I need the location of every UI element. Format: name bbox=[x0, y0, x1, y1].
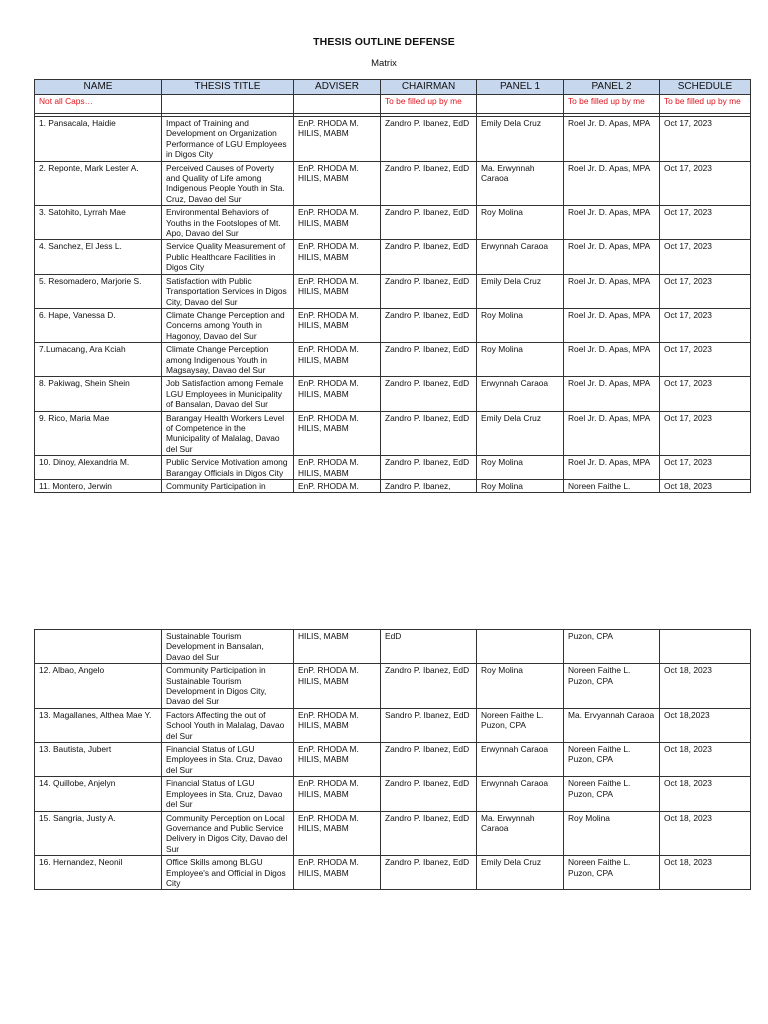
name-cell: 15. Sangria, Justy A. bbox=[35, 811, 162, 856]
header-panel-1: PANEL 1 bbox=[477, 80, 564, 95]
panel-2-cell: Noreen Faithe L. bbox=[564, 480, 660, 493]
panel-2-cell: Roel Jr. D. Apas, MPA bbox=[564, 161, 660, 206]
schedule-cell: Oct 17, 2023 bbox=[660, 456, 751, 480]
chairman-cell: Sandro P. Ibanez, EdD bbox=[381, 708, 477, 742]
panel-1-cell: Ma. Erwynnah Caraoa bbox=[477, 161, 564, 206]
chairman-cell: Zandro P. Ibanez, EdD bbox=[381, 117, 477, 162]
schedule-cell: Oct 17, 2023 bbox=[660, 308, 751, 342]
thesis-title-cell: Climate Change Perception among Indigenous Youth in Magsaysay, Davao del Sur bbox=[162, 343, 294, 377]
chairman-cell: Zandro P. Ibanez, EdD bbox=[381, 411, 477, 456]
chairman-cell: Zandro P. Ibanez, EdD bbox=[381, 743, 477, 777]
note-cell bbox=[294, 95, 381, 114]
adviser-cell: EnP. RHODA M. HILIS, MABM bbox=[294, 308, 381, 342]
note-cell: To be filled up by me bbox=[381, 95, 477, 114]
adviser-cell: HILIS, MABM bbox=[294, 630, 381, 664]
adviser-cell: EnP. RHODA M. HILIS, MABM bbox=[294, 708, 381, 742]
panel-2-cell: Noreen Faithe L. Puzon, CPA bbox=[564, 856, 660, 890]
name-cell: 6. Hape, Vanessa D. bbox=[35, 308, 162, 342]
schedule-cell: Oct 17, 2023 bbox=[660, 343, 751, 377]
table-row bbox=[35, 343, 751, 377]
thesis-title-cell: Financial Status of LGU Employees in Sta. Cruz, Davao del Sur bbox=[162, 743, 294, 777]
panel-1-cell: Emily Dela Cruz bbox=[477, 411, 564, 456]
schedule-cell bbox=[660, 630, 751, 664]
name-cell: 10. Dinoy, Alexandria M. bbox=[35, 456, 162, 480]
defense-matrix-table-page-1 bbox=[34, 79, 751, 493]
header-name: NAME bbox=[35, 80, 162, 95]
panel-2-cell: Roel Jr. D. Apas, MPA bbox=[564, 117, 660, 162]
adviser-cell: EnP. RHODA M. HILIS, MABM bbox=[294, 456, 381, 480]
chairman-cell: Zandro P. Ibanez, EdD bbox=[381, 777, 477, 811]
thesis-title-cell: Community Participation in bbox=[162, 480, 294, 493]
panel-2-cell: Roel Jr. D. Apas, MPA bbox=[564, 343, 660, 377]
thesis-title-cell: Factors Affecting the out of School Youth in Malalag, Davao del Sur bbox=[162, 708, 294, 742]
table-row bbox=[35, 630, 751, 664]
panel-1-cell: Roy Molina bbox=[477, 456, 564, 480]
chairman-cell: Zandro P. Ibanez, EdD bbox=[381, 811, 477, 856]
panel-2-cell: Ma. Ervyannah Caraoa bbox=[564, 708, 660, 742]
thesis-title-cell: Environmental Behaviors of Youths in the Footslopes of Mt. Apo, Davao del Sur bbox=[162, 206, 294, 240]
panel-1-cell bbox=[477, 630, 564, 664]
adviser-cell: EnP. RHODA M. HILIS, MABM bbox=[294, 161, 381, 206]
panel-1-cell: Roy Molina bbox=[477, 308, 564, 342]
chairman-cell: Zandro P. Ibanez, bbox=[381, 480, 477, 493]
panel-1-cell: Roy Molina bbox=[477, 206, 564, 240]
name-cell: 2. Reponte, Mark Lester A. bbox=[35, 161, 162, 206]
panel-1-cell: Roy Molina bbox=[477, 343, 564, 377]
name-cell: 11. Montero, Jerwin bbox=[35, 480, 162, 493]
schedule-cell: Oct 18, 2023 bbox=[660, 480, 751, 493]
adviser-cell: EnP. RHODA M. HILIS, MABM bbox=[294, 777, 381, 811]
schedule-cell: Oct 18, 2023 bbox=[660, 743, 751, 777]
adviser-cell: EnP. RHODA M. bbox=[294, 480, 381, 493]
schedule-cell: Oct 17, 2023 bbox=[660, 411, 751, 456]
table-row bbox=[35, 743, 751, 777]
chairman-cell: Zandro P. Ibanez, EdD bbox=[381, 161, 477, 206]
table-row bbox=[35, 161, 751, 206]
schedule-cell: Oct 18, 2023 bbox=[660, 856, 751, 890]
panel-2-cell: Puzon, CPA bbox=[564, 630, 660, 664]
name-cell: 8. Pakiwag, Shein Shein bbox=[35, 377, 162, 411]
adviser-cell: EnP. RHODA M. HILIS, MABM bbox=[294, 117, 381, 162]
document-subtitle: Matrix bbox=[371, 58, 397, 69]
schedule-cell: Oct 18, 2023 bbox=[660, 777, 751, 811]
panel-1-cell: Erwynnah Caraoa bbox=[477, 377, 564, 411]
header-schedule: SCHEDULE bbox=[660, 80, 751, 95]
panel-1-cell: Ma. Erwynnah Caraoa bbox=[477, 811, 564, 856]
table-row bbox=[35, 456, 751, 480]
document-title: THESIS OUTLINE DEFENSE bbox=[313, 36, 455, 48]
name-cell: 12. Albao, Angelo bbox=[35, 664, 162, 709]
panel-2-cell: Roel Jr. D. Apas, MPA bbox=[564, 206, 660, 240]
name-cell: 4. Sanchez, El Jess L. bbox=[35, 240, 162, 274]
panel-1-cell: Noreen Faithe L. Puzon, CPA bbox=[477, 708, 564, 742]
schedule-cell: Oct 18, 2023 bbox=[660, 664, 751, 709]
chairman-cell: Zandro P. Ibanez, EdD bbox=[381, 206, 477, 240]
thesis-title-cell: Impact of Training and Development on Organization Performance of LGU Employees in Digos City bbox=[162, 117, 294, 162]
panel-2-cell: Roel Jr. D. Apas, MPA bbox=[564, 377, 660, 411]
panel-1-cell: Erwynnah Caraoa bbox=[477, 777, 564, 811]
table-row bbox=[35, 480, 751, 493]
table-row bbox=[35, 411, 751, 456]
panel-1-cell: Emily Dela Cruz bbox=[477, 117, 564, 162]
adviser-cell: EnP. RHODA M. HILIS, MABM bbox=[294, 206, 381, 240]
schedule-cell: Oct 17, 2023 bbox=[660, 117, 751, 162]
schedule-cell: Oct 18,2023 bbox=[660, 708, 751, 742]
header-chairman: CHAIRMAN bbox=[381, 80, 477, 95]
thesis-title-cell: Public Service Motivation among Barangay Officials in Digos City bbox=[162, 456, 294, 480]
panel-2-cell: Roel Jr. D. Apas, MPA bbox=[564, 456, 660, 480]
note-cell bbox=[477, 95, 564, 114]
panel-1-cell: Emily Dela Cruz bbox=[477, 856, 564, 890]
table-row bbox=[35, 811, 751, 856]
table-row bbox=[35, 856, 751, 890]
panel-2-cell: Roel Jr. D. Apas, MPA bbox=[564, 308, 660, 342]
table-row bbox=[35, 206, 751, 240]
chairman-cell: Zandro P. Ibanez, EdD bbox=[381, 456, 477, 480]
panel-2-cell: Noreen Faithe L. Puzon, CPA bbox=[564, 777, 660, 811]
adviser-cell: EnP. RHODA M. HILIS, MABM bbox=[294, 664, 381, 709]
table-row bbox=[35, 708, 751, 742]
schedule-cell: Oct 17, 2023 bbox=[660, 161, 751, 206]
panel-1-cell: Erwynnah Caraoa bbox=[477, 240, 564, 274]
adviser-cell: EnP. RHODA M. HILIS, MABM bbox=[294, 856, 381, 890]
table-row bbox=[35, 117, 751, 162]
panel-1-cell: Erwynnah Caraoa bbox=[477, 743, 564, 777]
chairman-cell: Zandro P. Ibanez, EdD bbox=[381, 240, 477, 274]
thesis-title-cell: Office Skills among BLGU Employee's and Official in Digos City bbox=[162, 856, 294, 890]
name-cell: 14. Quillobe, Anjelyn bbox=[35, 777, 162, 811]
header-adviser: ADVISER bbox=[294, 80, 381, 95]
name-cell: 13. Magallanes, Althea Mae Y. bbox=[35, 708, 162, 742]
panel-2-cell: Noreen Faithe L. Puzon, CPA bbox=[564, 664, 660, 709]
name-cell: 5. Resomadero, Marjorie S. bbox=[35, 274, 162, 308]
defense-matrix-table-page-2 bbox=[34, 629, 751, 890]
panel-2-cell: Roel Jr. D. Apas, MPA bbox=[564, 274, 660, 308]
panel-2-cell: Roel Jr. D. Apas, MPA bbox=[564, 240, 660, 274]
note-cell: To be filled up by me bbox=[564, 95, 660, 114]
adviser-cell: EnP. RHODA M. HILIS, MABM bbox=[294, 240, 381, 274]
thesis-title-cell: Perceived Causes of Poverty and Quality of Life among Indigenous People Youth in Sta. Cruz, Davao del Sur bbox=[162, 161, 294, 206]
name-cell bbox=[35, 630, 162, 664]
thesis-title-cell: Community Participation in Sustainable Tourism Development in Digos City, Davao del Sur bbox=[162, 664, 294, 709]
name-cell: 16. Hernandez, Neonil bbox=[35, 856, 162, 890]
chairman-cell: Zandro P. Ibanez, EdD bbox=[381, 856, 477, 890]
thesis-title-cell: Sustainable Tourism Development in Bansalan, Davao del Sur bbox=[162, 630, 294, 664]
schedule-cell: Oct 17, 2023 bbox=[660, 240, 751, 274]
table-row bbox=[35, 308, 751, 342]
panel-2-cell: Roel Jr. D. Apas, MPA bbox=[564, 411, 660, 456]
adviser-cell: EnP. RHODA M. HILIS, MABM bbox=[294, 811, 381, 856]
panel-1-cell: Emily Dela Cruz bbox=[477, 274, 564, 308]
panel-2-cell: Roy Molina bbox=[564, 811, 660, 856]
chairman-cell: EdD bbox=[381, 630, 477, 664]
schedule-cell: Oct 17, 2023 bbox=[660, 274, 751, 308]
chairman-cell: Zandro P. Ibanez, EdD bbox=[381, 274, 477, 308]
adviser-cell: EnP. RHODA M. HILIS, MABM bbox=[294, 411, 381, 456]
table-row bbox=[35, 664, 751, 709]
thesis-title-cell: Barangay Health Workers Level of Competence in the Municipality of Malalag, Davao del Sur bbox=[162, 411, 294, 456]
name-cell: 3. Satohito, Lyrrah Mae bbox=[35, 206, 162, 240]
thesis-title-cell: Community Perception on Local Governance and Public Service Delivery in Digos City, Davao del Sur bbox=[162, 811, 294, 856]
adviser-cell: EnP. RHODA M. HILIS, MABM bbox=[294, 343, 381, 377]
header-panel-2: PANEL 2 bbox=[564, 80, 660, 95]
name-cell: 13. Bautista, Jubert bbox=[35, 743, 162, 777]
panel-1-cell: Roy Molina bbox=[477, 480, 564, 493]
adviser-cell: EnP. RHODA M. HILIS, MABM bbox=[294, 743, 381, 777]
note-cell: To be filled up by me bbox=[660, 95, 751, 114]
chairman-cell: Zandro P. Ibanez, EdD bbox=[381, 343, 477, 377]
thesis-title-cell: Financial Status of LGU Employees in Sta. Cruz, Davao del Sur bbox=[162, 777, 294, 811]
adviser-cell: EnP. RHODA M. HILIS, MABM bbox=[294, 274, 381, 308]
note-cell bbox=[162, 95, 294, 114]
panel-1-cell: Roy Molina bbox=[477, 664, 564, 709]
table-row bbox=[35, 377, 751, 411]
note-cell: Not all Caps… bbox=[35, 95, 162, 114]
schedule-cell: Oct 18, 2023 bbox=[660, 811, 751, 856]
note-row bbox=[35, 95, 751, 114]
schedule-cell: Oct 17, 2023 bbox=[660, 206, 751, 240]
name-cell: 7.Lumacang, Ara Kciah bbox=[35, 343, 162, 377]
table-row bbox=[35, 274, 751, 308]
chairman-cell: Zandro P. Ibanez, EdD bbox=[381, 377, 477, 411]
chairman-cell: Zandro P. Ibanez, EdD bbox=[381, 664, 477, 709]
panel-2-cell: Noreen Faithe L. Puzon, CPA bbox=[564, 743, 660, 777]
thesis-title-cell: Satisfaction with Public Transportation Services in Digos City, Davao del Sur bbox=[162, 274, 294, 308]
schedule-cell: Oct 17, 2023 bbox=[660, 377, 751, 411]
thesis-title-cell: Job Satisfaction among Female LGU Employees in Municipality of Bansalan, Davao del Sur bbox=[162, 377, 294, 411]
adviser-cell: EnP. RHODA M. HILIS, MABM bbox=[294, 377, 381, 411]
thesis-title-cell: Service Quality Measurement of Public Healthcare Facilities in Digos City bbox=[162, 240, 294, 274]
table-row bbox=[35, 777, 751, 811]
table-header-row bbox=[35, 80, 751, 95]
header-thesis-title: THESIS TITLE bbox=[162, 80, 294, 95]
table-row bbox=[35, 240, 751, 274]
chairman-cell: Zandro P. Ibanez, EdD bbox=[381, 308, 477, 342]
thesis-title-cell: Climate Change Perception and Concerns among Youth in Hagonoy, Davao del Sur bbox=[162, 308, 294, 342]
name-cell: 1. Pansacala, Haidie bbox=[35, 117, 162, 162]
name-cell: 9. Rico, Maria Mae bbox=[35, 411, 162, 456]
